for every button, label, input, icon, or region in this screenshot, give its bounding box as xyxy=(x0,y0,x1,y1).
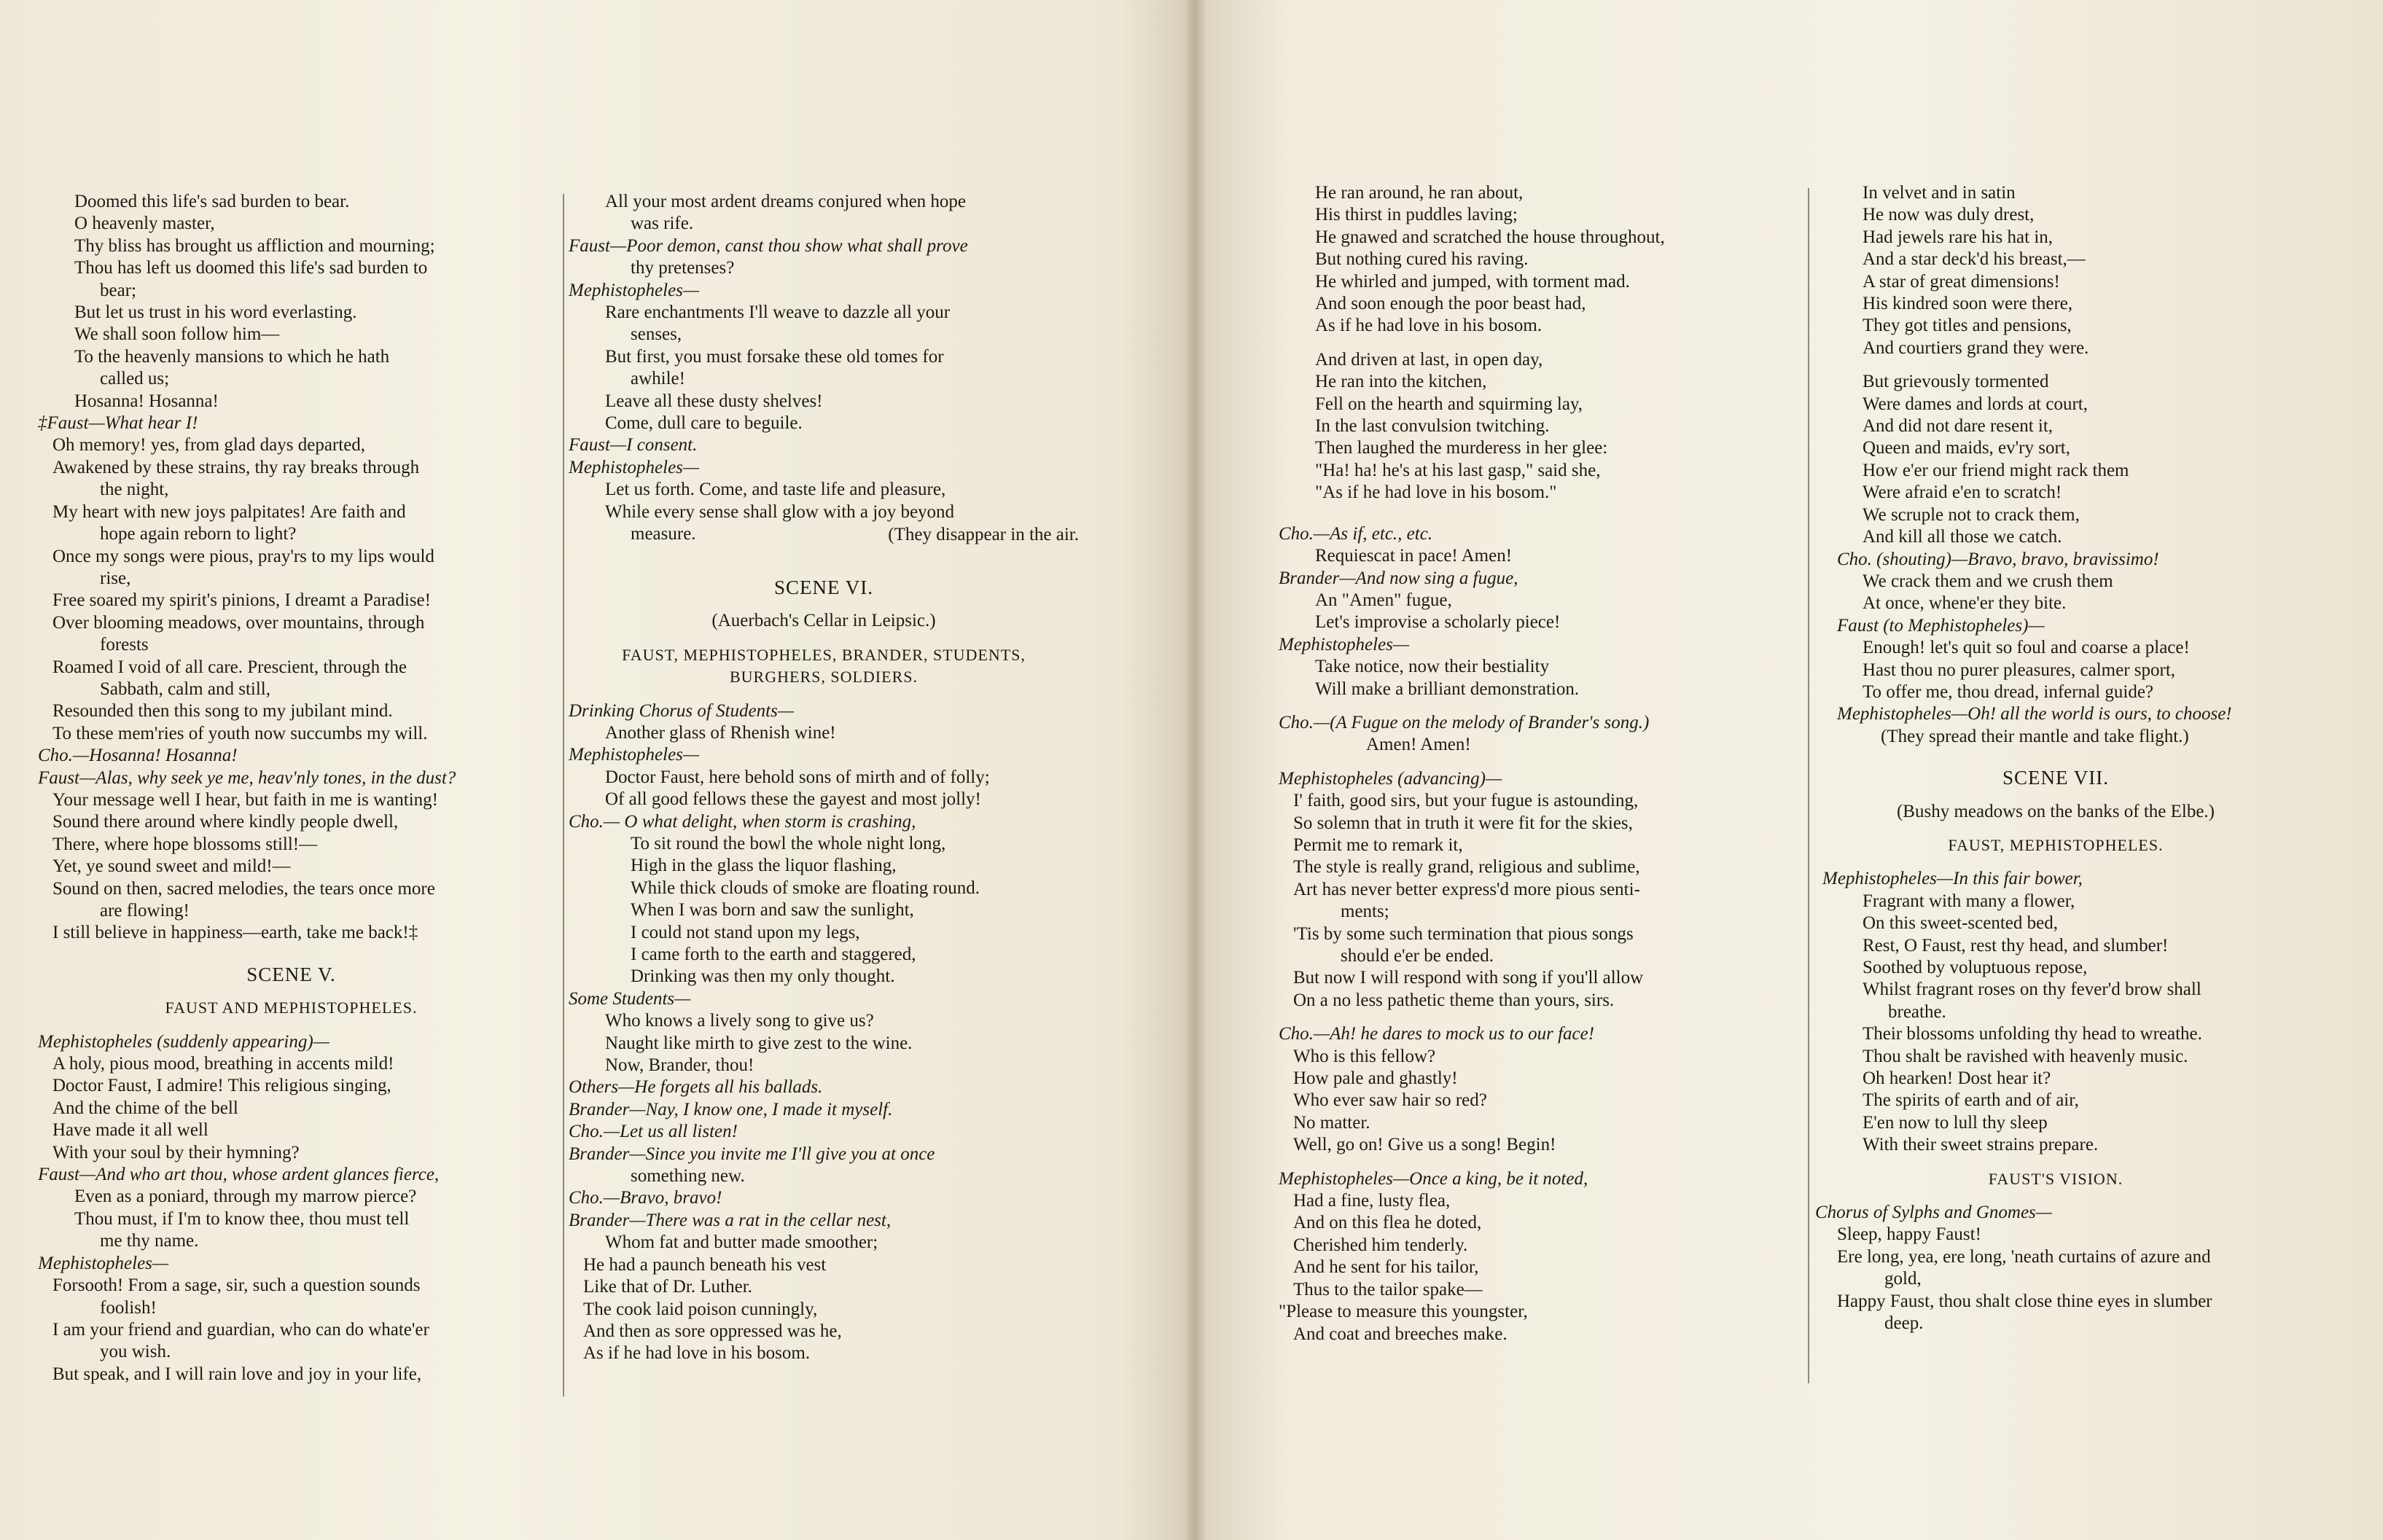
text-line: Sound on then, sacred melodies, the tears once more xyxy=(52,878,435,899)
text-line: Soothed by voluptuous repose, xyxy=(1863,958,2088,977)
text-line: awhile! xyxy=(631,369,685,389)
speaker-line: Cho.—(A Fugue on the melody of Brander's song.) xyxy=(1279,712,1650,732)
text-line: Drinking was then my only thought. xyxy=(631,966,895,987)
text-line: Art has never better express'd more pious senti- xyxy=(1293,879,1640,899)
speaker-line: Faust (to Mephistopheles)— xyxy=(1837,615,2045,636)
text-line: I could not stand upon my legs, xyxy=(631,922,860,942)
text-line: Over blooming meadows, over mountains, through xyxy=(52,612,425,633)
text-line: O heavenly master, xyxy=(74,214,215,234)
text-line: So solemn that in truth it were fit for the skies, xyxy=(1293,813,1633,833)
text-line: Your message well I hear, but faith in me is wanting! xyxy=(52,789,438,810)
text-line: Thus to the tailor spake— xyxy=(1293,1279,1483,1299)
text-line: And did not dare resent it, xyxy=(1863,416,2054,437)
text-line: I am your friend and guardian, who can do whate'er xyxy=(52,1319,429,1340)
text-line: Will make a brilliant demonstration. xyxy=(1315,679,1580,699)
text-line: Let's improvise a scholarly piece! xyxy=(1315,612,1561,633)
text-line: Hast thou no purer pleasures, calmer sport, xyxy=(1863,660,2176,680)
text-line: To offer me, thou dread, infernal guide? xyxy=(1863,681,2154,702)
text-line: Were dames and lords at court, xyxy=(1863,394,2088,414)
text-line: E'en now to lull thy sleep xyxy=(1863,1112,2048,1133)
text-line: Fell on the hearth and squirming lay, xyxy=(1315,394,1583,414)
speaker-line: Cho.—Ah! he dares to mock us to our face! xyxy=(1279,1024,1595,1044)
text-line: But speak, and I will rain love and joy in your life, xyxy=(52,1364,422,1384)
text-line: When I was born and saw the sunlight, xyxy=(631,900,914,921)
text-line: He whirled and jumped, with torment mad. xyxy=(1315,271,1630,292)
setting-line: (Bushy meadows on the banks of the Elbe.) xyxy=(1896,801,2215,821)
speaker-line: Faust—Poor demon, canst thou show what shall prove xyxy=(569,235,968,256)
speaker-line: Mephistopheles— xyxy=(569,280,700,300)
characters-line: FAUST AND MEPHISTOPHELES. xyxy=(165,998,418,1017)
text-line: rise, xyxy=(100,568,131,588)
speaker-line: Chorus of Sylphs and Gnomes— xyxy=(1815,1203,2053,1223)
text-line: But nothing cured his raving. xyxy=(1315,249,1529,270)
text-line: Well, go on! Give us a song! Begin! xyxy=(1293,1135,1556,1155)
text-line: 'Tis by some such termination that pious songs xyxy=(1293,923,1634,944)
text-line: Who knows a lively song to give us? xyxy=(605,1011,874,1031)
text-line: The cook laid poison cunningly, xyxy=(583,1299,818,1319)
speaker-line: Others—He forgets all his ballads. xyxy=(569,1077,823,1098)
stage-direction: (They disappear in the air. xyxy=(888,524,1079,544)
text-line: But let us trust in his word everlasting. xyxy=(74,302,357,323)
scene-heading: SCENE V. xyxy=(246,963,336,985)
text-line: High in the glass the liquor flashing, xyxy=(631,856,897,876)
text-line: But first, you must forsake these old tomes for xyxy=(605,346,944,367)
text-line: Awakened by these strains, thy ray breaks through xyxy=(52,457,420,477)
text-line: Free soared my spirit's pinions, I dreamt a Paradise! xyxy=(52,590,431,611)
speaker-line: Cho. (shouting)—Bravo, bravo, bravissimo! xyxy=(1837,549,2159,569)
text-line: I' faith, good sirs, but your fugue is astounding, xyxy=(1293,791,1639,811)
text-line: He had a paunch beneath his vest xyxy=(583,1254,827,1275)
speaker-line: Faust—Alas, why seek ye me, heav'nly tones, in the dust? xyxy=(38,767,456,788)
stage-direction: (They spread their mantle and take flight.) xyxy=(1881,726,2189,746)
text-line: In velvet and in satin xyxy=(1863,183,2016,203)
text-line: We crack them and we crush them xyxy=(1863,571,2113,591)
text-line: The style is really grand, religious and sublime, xyxy=(1293,857,1640,878)
text-line: Sabbath, calm and still, xyxy=(100,679,270,699)
speaker-line: Mephistopheles— xyxy=(569,457,700,477)
text-line: Were afraid e'en to scratch! xyxy=(1863,482,2062,503)
text-line: was rife. xyxy=(631,214,694,234)
left-page xyxy=(0,0,1191,1540)
text-line: How e'er our friend might rack them xyxy=(1863,460,2129,480)
text-line: Requiescat in pace! Amen! xyxy=(1315,546,1513,566)
left-page-column-1 xyxy=(38,191,545,1385)
text-line: bear; xyxy=(100,280,136,300)
text-line: Thou shalt be ravished with heavenly music. xyxy=(1863,1046,2188,1066)
text-line: Let us forth. Come, and taste life and pleasure, xyxy=(605,480,946,500)
text-line: He gnawed and scratched the house throughout, xyxy=(1315,227,1665,247)
text-line: Permit me to remark it, xyxy=(1293,835,1463,855)
text-line: In the last convulsion twitching. xyxy=(1315,416,1550,437)
right-page-column-1 xyxy=(1279,182,1785,1345)
text-line: breathe. xyxy=(1888,1001,1946,1022)
text-line: At once, whene'er they bite. xyxy=(1863,593,2067,614)
text-line: As if he had love in his bosom. xyxy=(1315,316,1542,336)
text-line: hope again reborn to light? xyxy=(100,524,297,544)
text-line: We shall soon follow him— xyxy=(74,324,280,345)
text-line: Yet, ye sound sweet and mild!— xyxy=(52,856,291,877)
text-line: But grievously tormented xyxy=(1863,372,2049,392)
text-line: My heart with new joys palpitates! Are faith and xyxy=(52,501,406,522)
text-line: I came forth to the earth and staggered, xyxy=(631,945,916,964)
text-line: "As if he had love in his bosom." xyxy=(1315,482,1557,503)
text-line: On a no less pathetic theme than yours, sirs. xyxy=(1293,990,1615,1010)
speaker-line: Cho.—As if, etc., etc. xyxy=(1279,523,1433,544)
text-line: Of all good fellows these the gayest and most jolly! xyxy=(605,789,981,810)
speaker-line: Cho.—Let us all listen! xyxy=(569,1122,738,1142)
speaker-line: Mephistopheles (suddenly appearing)— xyxy=(38,1031,329,1052)
text-line: Then laughed the murderess in her glee: xyxy=(1315,438,1608,458)
text-line: With their sweet strains prepare. xyxy=(1863,1135,2099,1155)
text-line: Leave all these dusty shelves! xyxy=(605,391,823,411)
text-line: Oh memory! yes, from glad days departed, xyxy=(52,435,366,456)
text-line: called us; xyxy=(100,369,170,389)
speaker-line: Faust—I consent. xyxy=(569,435,698,456)
text-line: Take notice, now their bestiality xyxy=(1315,657,1550,677)
text-line: How pale and ghastly! xyxy=(1293,1068,1458,1089)
text-line: Sound there around where kindly people dwell, xyxy=(52,812,399,832)
setting-line: (Auerbach's Cellar in Leipsic.) xyxy=(711,611,936,631)
speaker-line: Mephistopheles— xyxy=(569,745,700,765)
column-divider xyxy=(563,194,564,1396)
text-line: Rest, O Faust, rest thy head, and slumber! xyxy=(1863,935,2169,955)
text-line: Sleep, happy Faust! xyxy=(1837,1224,1981,1245)
text-line: To sit round the bowl the whole night long, xyxy=(631,833,946,853)
text-line: No matter. xyxy=(1293,1112,1370,1133)
text-line: Once my songs were pious, pray'rs to my lips would xyxy=(52,546,434,566)
text-line: Have made it all well xyxy=(52,1120,208,1141)
text-line: Happy Faust, thou shalt close thine eyes in slumber xyxy=(1837,1291,2212,1311)
speaker-line: Brander—Since you invite me I'll give you at once xyxy=(569,1144,935,1164)
text-line: the night, xyxy=(100,480,169,500)
text-line: And soon enough the poor beast had, xyxy=(1315,294,1586,314)
text-line: A holy, pious mood, breathing in accents mild! xyxy=(52,1054,394,1074)
text-line: And coat and breeches make. xyxy=(1293,1324,1508,1344)
text-line: me thy name. xyxy=(100,1231,199,1251)
text-line: Thy bliss has brought us affliction and mourning; xyxy=(74,235,435,256)
text-line: you wish. xyxy=(100,1342,171,1362)
text-line: Resounded then this song to my jubilant mind. xyxy=(52,701,393,722)
text-line: thy pretenses? xyxy=(631,258,735,278)
text-line: Even as a poniard, through my marrow pierce? xyxy=(74,1187,417,1207)
text-line: Fragrant with many a flower, xyxy=(1863,891,2075,911)
speaker-line: Mephistopheles—In this fair bower, xyxy=(1822,869,2083,889)
text-line: He ran around, he ran about, xyxy=(1315,183,1524,203)
text-line: Come, dull care to beguile. xyxy=(605,413,803,434)
speaker-line: Drinking Chorus of Students— xyxy=(569,700,795,721)
speaker-line: Mephistopheles—Once a king, be it noted, xyxy=(1279,1168,1588,1189)
text-line: We scruple not to crack them, xyxy=(1863,504,2080,525)
speaker-line: Brander—Nay, I know one, I made it myself. xyxy=(569,1099,893,1119)
text-line: An "Amen" fugue, xyxy=(1315,590,1452,610)
text-line: senses, xyxy=(631,324,682,345)
text-line: And the chime of the bell xyxy=(52,1098,238,1118)
text-line: Doomed this life's sad burden to bear. xyxy=(74,192,350,211)
text-line: While thick clouds of smoke are floating round. xyxy=(631,878,980,898)
text-line: A star of great dimensions! xyxy=(1863,271,2060,292)
section-heading: FAUST'S VISION. xyxy=(1988,1169,2123,1188)
text-line: something new. xyxy=(631,1166,745,1187)
text-line: I still believe in happiness—earth, take me back!‡ xyxy=(52,923,418,943)
text-line: Hosanna! Hosanna! xyxy=(74,391,219,411)
text-line: Amen! Amen! xyxy=(1366,735,1471,755)
text-line: Had jewels rare his hat in, xyxy=(1863,227,2054,247)
text-line: Who ever saw hair so red? xyxy=(1293,1090,1487,1111)
text-line: And courtiers grand they were. xyxy=(1863,337,2089,358)
text-line: "Please to measure this youngster, xyxy=(1279,1302,1528,1322)
text-line: Enough! let's quit so foul and coarse a place! xyxy=(1863,638,2190,658)
text-line: Ere long, yea, ere long, 'neath curtains of azure and xyxy=(1837,1246,2211,1267)
speaker-line: Mephistopheles (advancing)— xyxy=(1279,768,1502,789)
text-line: The spirits of earth and of air, xyxy=(1863,1090,2079,1111)
text-line: ments; xyxy=(1341,902,1389,922)
text-line: Thou has left us doomed this life's sad burden to xyxy=(74,258,428,278)
text-line: They got titles and pensions, xyxy=(1863,316,2072,336)
text-line: Doctor Faust, I admire! This religious singing, xyxy=(52,1076,391,1096)
text-line: And on this flea he doted, xyxy=(1293,1213,1482,1233)
text-line: He ran into the kitchen, xyxy=(1315,372,1487,392)
text-line: forests xyxy=(100,635,149,655)
text-line: And he sent for his tailor, xyxy=(1293,1257,1479,1278)
text-line: Doctor Faust, here behold sons of mirth and of folly; xyxy=(605,767,990,787)
text-line: As if he had love in his bosom. xyxy=(583,1343,811,1364)
text-line: Who is this fellow? xyxy=(1293,1046,1436,1066)
text-line: foolish! xyxy=(100,1297,157,1318)
text-line: deep. xyxy=(1884,1313,1924,1334)
speaker-line: ‡Faust—What hear I! xyxy=(38,413,198,434)
text-line: Whilst fragrant roses on thy fever'd brow shall xyxy=(1863,980,2201,1000)
text-line: Roamed I void of all care. Prescient, through the xyxy=(52,657,407,677)
text-line: Naught like mirth to give zest to the wine. xyxy=(605,1033,913,1053)
text-line: While every sense shall glow with a joy beyond xyxy=(605,501,955,522)
speaker-line: Cho.— O what delight, when storm is crashing, xyxy=(569,811,916,832)
text-line: But now I will respond with song if you'll allow xyxy=(1293,968,1644,988)
text-line: And a star deck'd his breast,— xyxy=(1863,249,2086,270)
text-line: And then as sore oppressed was he, xyxy=(583,1321,842,1341)
text-line: His thirst in puddles laving; xyxy=(1315,205,1518,225)
text-line: Another glass of Rhenish wine! xyxy=(605,722,836,743)
speaker-line: Cho.—Hosanna! Hosanna! xyxy=(38,746,238,766)
scene-heading: SCENE VII. xyxy=(2002,767,2109,789)
left-page-column-2 xyxy=(569,191,1079,1365)
text-line: With your soul by their hymning? xyxy=(52,1142,300,1162)
text-line: On this sweet-scented bed, xyxy=(1863,913,2058,934)
text-line: He now was duly drest, xyxy=(1863,205,2035,225)
text-line: Whom fat and butter made smoother; xyxy=(605,1232,878,1253)
text-line: "Ha! ha! he's at his last gasp," said she, xyxy=(1315,460,1601,480)
text-line: gold, xyxy=(1884,1269,1922,1289)
text-line: measure. xyxy=(631,524,696,544)
speaker-line: Faust—And who art thou, whose ardent glances fierce, xyxy=(38,1165,440,1185)
speaker-line: Mephistopheles— xyxy=(38,1253,169,1273)
text-line: Their blossoms unfolding thy head to wreathe. xyxy=(1863,1024,2202,1044)
text-line: Like that of Dr. Luther. xyxy=(583,1277,752,1297)
characters-line: FAUST, MEPHISTOPHELES. xyxy=(1948,835,2164,854)
speaker-line: Mephistopheles—Oh! all the world is ours, to choose! xyxy=(1837,704,2232,724)
text-line: Forsooth! From a sage, sir, such a question sounds xyxy=(52,1275,421,1296)
speaker-line: Cho.—Bravo, bravo! xyxy=(569,1188,722,1208)
speaker-line: Brander—There was a rat in the cellar nest, xyxy=(569,1210,892,1230)
text-line: Thou must, if I'm to know thee, thou must tell xyxy=(74,1208,410,1229)
text-line: Rare enchantments I'll weave to dazzle all your xyxy=(605,302,951,323)
text-line: Had a fine, lusty flea, xyxy=(1293,1191,1451,1211)
text-line: And kill all those we catch. xyxy=(1863,527,2062,547)
speaker-line: Some Students— xyxy=(569,988,691,1009)
speaker-line: Mephistopheles— xyxy=(1279,634,1410,654)
right-page-column-2 xyxy=(1801,182,2311,1335)
speaker-line: Brander—And now sing a fugue, xyxy=(1279,568,1518,588)
scene-heading: SCENE VI. xyxy=(773,576,873,598)
characters-line: FAUST, MEPHISTOPHELES, BRANDER, STUDENTS, xyxy=(622,645,1026,664)
text-line: are flowing! xyxy=(100,901,190,921)
text-line: His kindred soon were there, xyxy=(1863,294,2073,314)
text-line: Now, Brander, thou! xyxy=(605,1055,754,1076)
text-line: should e'er be ended. xyxy=(1341,946,1494,966)
text-line: All your most ardent dreams conjured when hope xyxy=(605,192,967,211)
text-line: Oh hearken! Dost hear it? xyxy=(1863,1068,2051,1089)
text-line: And driven at last, in open day, xyxy=(1315,349,1543,370)
text-line: Queen and maids, ev'ry sort, xyxy=(1863,438,2070,458)
text-line: To the heavenly mansions to which he hath xyxy=(74,346,390,367)
characters-line: BURGHERS, SOLDIERS. xyxy=(730,668,918,687)
text-line: Cherished him tenderly. xyxy=(1293,1235,1468,1255)
right-page xyxy=(1191,0,2383,1540)
text-line: There, where hope blossoms still!— xyxy=(52,834,318,854)
text-line: To these mem'ries of youth now succumbs my will. xyxy=(52,723,428,743)
